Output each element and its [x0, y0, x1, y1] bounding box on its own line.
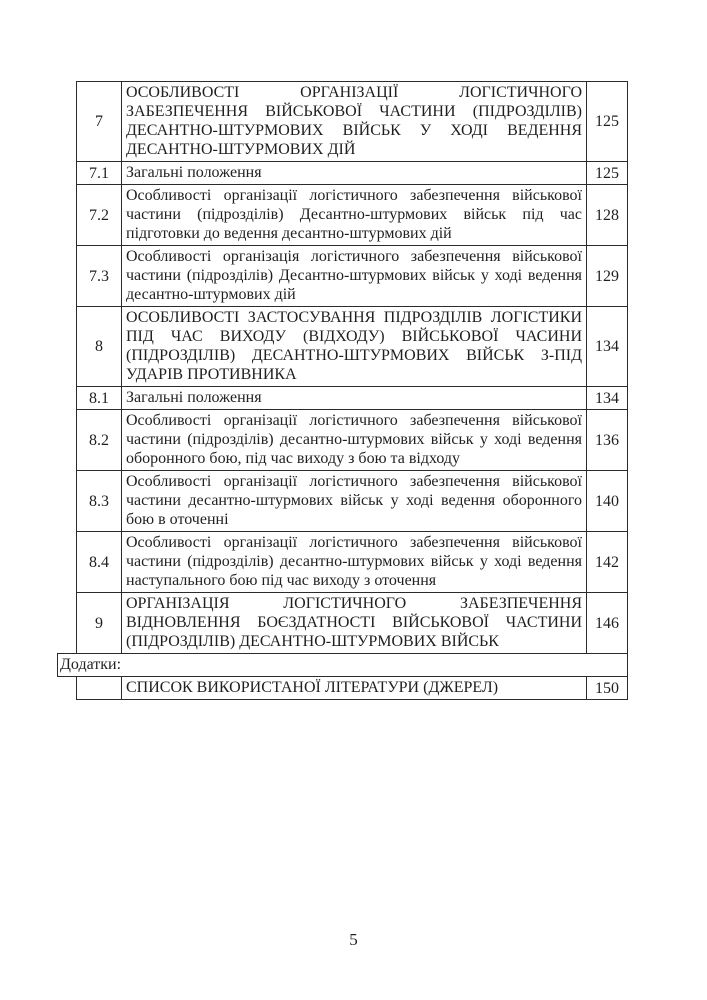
toc-entry-title: Особливості організація логістичного забезпечення військової частини (підрозділів) Десантно-штурмових військ у ході ведення десантно-штурмових дій [126, 248, 582, 303]
toc-entry-title: Загальні положення [126, 164, 262, 181]
toc-row [76, 531, 628, 593]
toc-entry-page: 128 [586, 185, 627, 245]
toc-entry-page: 140 [586, 471, 627, 531]
toc-row [76, 409, 628, 471]
toc-entry-number: 8.3 [77, 471, 122, 531]
toc-row [76, 306, 628, 387]
toc-entry-title: Особливості організації логістичного забезпечення військової частини (підрозділів) десантно-штурмових військ у ході ведення наступального бою під час виходу з оточення [126, 534, 582, 589]
toc-entry-number: 8.4 [77, 532, 122, 592]
toc-entry-page: 136 [586, 410, 627, 470]
toc-row [76, 81, 628, 162]
toc-entry-number: 8.2 [77, 410, 122, 470]
toc-appendix-label: Додатки: [60, 656, 122, 673]
toc-entry-number: 7.2 [77, 185, 122, 245]
toc-row [76, 161, 628, 185]
toc-entry-page: 146 [586, 593, 627, 653]
toc-appendix-row [57, 653, 628, 677]
toc-entry-number [77, 677, 122, 699]
toc-entry-title: Особливості організації логістичного забезпечення військової частини десантно-штурмових військ у ході ведення оборонного бою в оточенні [126, 473, 582, 528]
toc-row [76, 184, 628, 246]
toc-entry-page: 134 [586, 387, 627, 409]
toc-entry-title: ОСОБЛИВОСТІ ЗАСТОСУВАННЯ ПІДРОЗДІЛІВ ЛОГІСТИКИ ПІД ЧАС ВИХОДУ (ВІДХОДУ) ВІЙСЬКОВОЇ ЧАСИНИ (ПІДРОЗДІЛІВ) ДЕСАНТНО-ШТУРМОВИХ ВІЙСЬК З-ПІД УДАРІВ ПРОТИВНИКА [126, 309, 582, 383]
toc-entry-number: 7.3 [77, 246, 122, 306]
toc-row [76, 470, 628, 532]
toc-entry-title: Особливості організації логістичного забезпечення військової частини (підрозділів) десантно-штурмових військ у ході ведення оборонного бою, під час виходу з бою та відходу [126, 412, 582, 467]
toc-row [76, 592, 628, 654]
toc-entry-number: 8 [77, 307, 122, 386]
toc-entry-title: Особливості організації логістичного забезпечення військової частини (підрозділів) Десантно-штурмових військ під час підготовки до ведення десантно-штурмових дій [126, 187, 582, 242]
toc-row [76, 386, 628, 410]
toc-entry-page: 134 [586, 307, 627, 386]
toc-row [76, 245, 628, 307]
toc-entry-page: 125 [586, 82, 627, 161]
toc-entry-title: Загальні положення [126, 389, 262, 406]
toc-entry-title: СПИСОК ВИКОРИСТАНОЇ ЛІТЕРАТУРИ (ДЖЕРЕЛ) [126, 679, 499, 696]
toc-entry-page: 129 [586, 246, 627, 306]
toc-entry-number: 7.1 [77, 162, 122, 184]
toc-entry-number: 9 [77, 593, 122, 653]
toc-entry-page: 125 [586, 162, 627, 184]
toc-entry-number: 8.1 [77, 387, 122, 409]
toc-entry-page: 142 [586, 532, 627, 592]
toc-entry-number: 7 [77, 82, 122, 161]
toc-entry-page: 150 [586, 677, 627, 699]
toc-row [76, 676, 628, 700]
table-of-contents [60, 81, 628, 700]
toc-entry-title: ОСОБЛИВОСТІ ОРГАНІЗАЦІЇ ЛОГІСТИЧНОГО ЗАБЕЗПЕЧЕННЯ ВІЙСЬКОВОЇ ЧАСТИНИ (ПІДРОЗДІЛІВ) ДЕСАНТНО-ШТУРМОВИХ ВІЙСЬК У ХОДІ ВЕДЕННЯ ДЕСАНТНО-ШТУРМОВИХ ДІЙ [126, 84, 582, 158]
page-number: 5 [349, 930, 358, 949]
toc-entry-title: ОРГАНІЗАЦІЯ ЛОГІСТИЧНОГО ЗАБЕЗПЕЧЕННЯ ВІДНОВЛЕННЯ БОЄЗДАТНОСТІ ВІЙСЬКОВОЇ ЧАСТИНИ (ПІДРОЗДІЛІВ) ДЕСАНТНО-ШТУРМОВИХ ВІЙСЬК [126, 595, 582, 650]
